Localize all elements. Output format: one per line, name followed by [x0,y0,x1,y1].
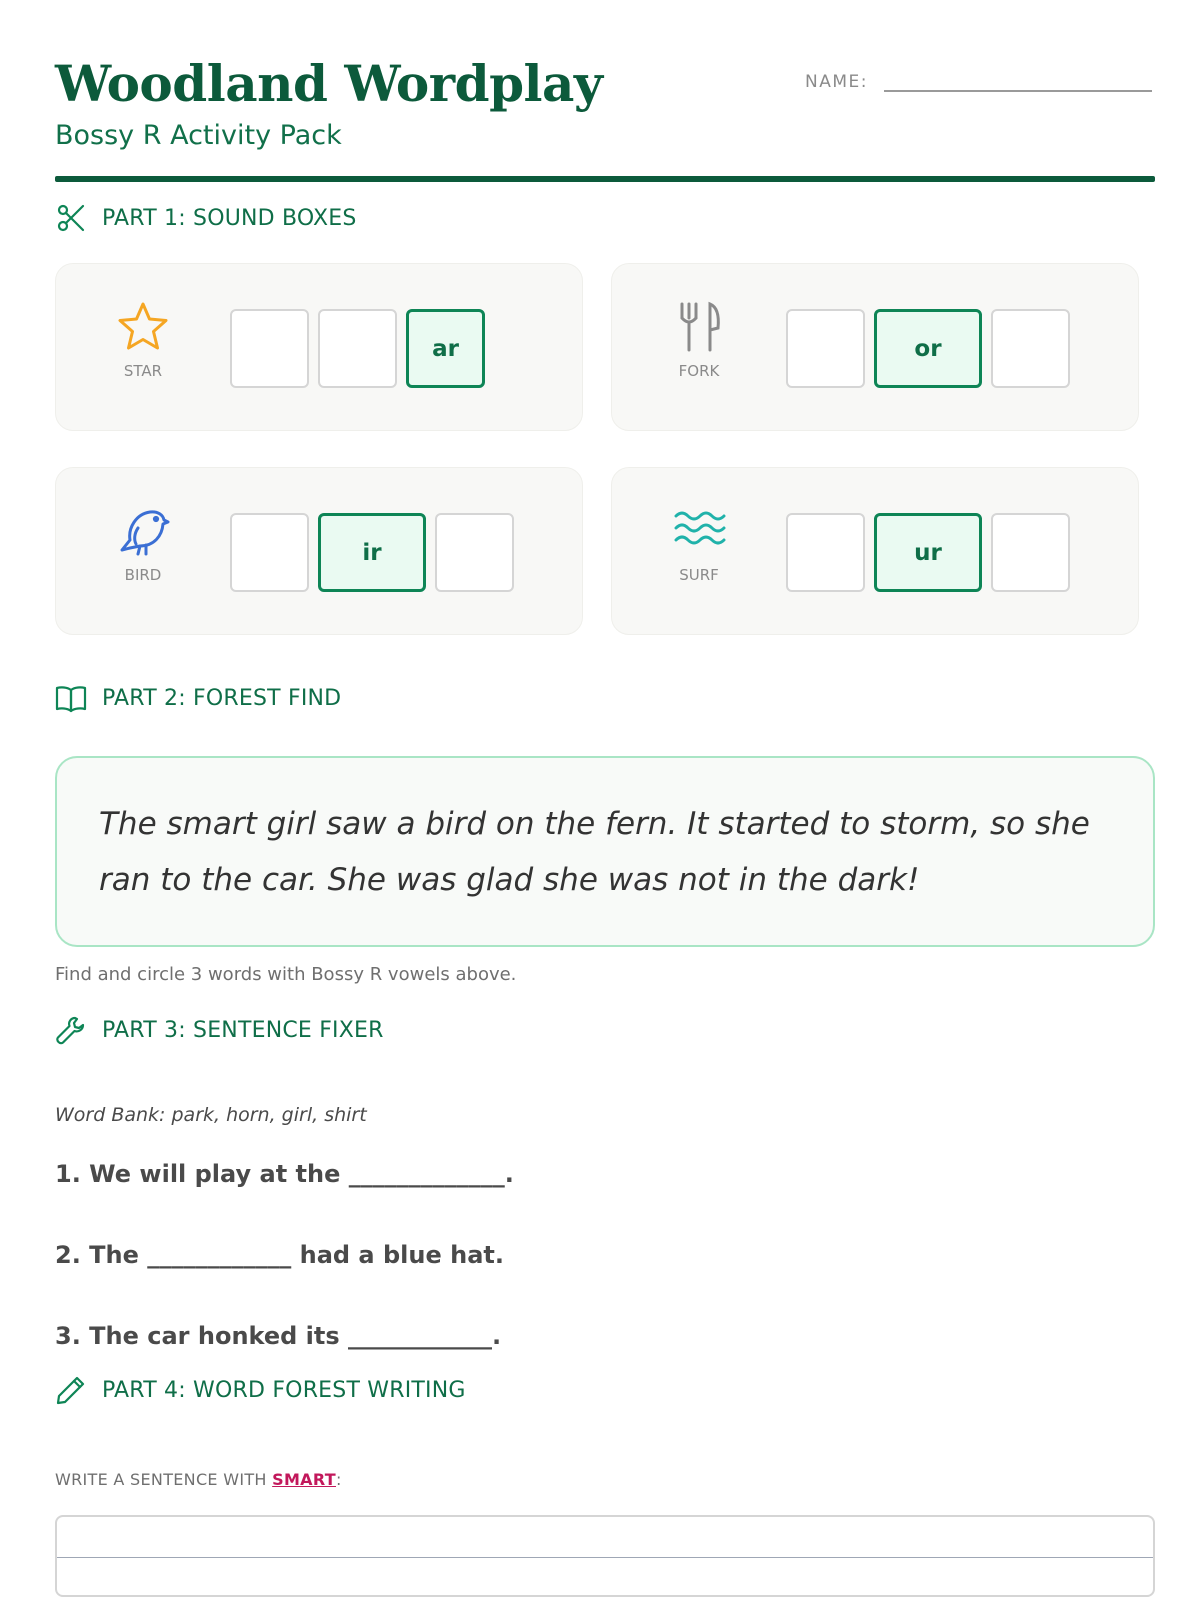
waves-icon [672,504,726,558]
sentence-item[interactable]: 3. The car honked its ____________. [55,1322,502,1350]
name-field-group [805,62,1152,92]
sound-card-star [55,263,583,431]
sound-box[interactable] [991,513,1070,592]
reading-passage-box [55,756,1155,947]
sound-box-filled: ir [318,513,426,592]
worksheet-subtitle: Bossy R Activity Pack [55,120,342,151]
picture-label: BIRD [124,566,162,584]
word-bank: Word Bank: park, horn, girl, shirt [55,1104,367,1126]
sound-boxes [230,513,523,592]
prompt-text: WRITE A SENTENCE WITH [55,1470,273,1489]
sound-box[interactable] [786,513,865,592]
sound-card-surf [611,467,1139,635]
picture-star [98,300,188,380]
sound-boxes [786,513,1079,592]
prompt-colon: : [335,1470,342,1489]
sound-box[interactable] [230,309,309,388]
name-label: NAME: [805,72,868,92]
part3-heading [55,1010,384,1050]
worksheet-title: Woodland Wordplay [55,54,603,113]
part2-title: PART 2: FOREST FIND [102,685,342,711]
sound-box[interactable] [786,309,865,388]
part1-title: PART 1: SOUND BOXES [102,205,357,231]
part4-heading [55,1370,466,1410]
sound-box[interactable] [230,513,309,592]
sound-boxes [230,309,494,388]
prompt-keyword: SMART [272,1470,336,1489]
header-divider [55,176,1155,182]
sound-boxes [786,309,1079,388]
part3-title: PART 3: SENTENCE FIXER [102,1017,384,1043]
picture-label: STAR [123,362,163,380]
sound-box[interactable] [991,309,1070,388]
sound-box-filled: or [874,309,982,388]
sound-box[interactable] [435,513,514,592]
picture-label: SURF [679,566,719,584]
worksheet-header [55,52,1155,182]
fork-icon [672,300,726,354]
part1-heading [55,198,357,238]
part2-heading [55,678,341,718]
wrench-icon [55,1014,87,1046]
picture-surf [654,504,744,584]
sound-box-filled: ar [406,309,485,388]
pencil-icon [55,1374,87,1406]
sentence-item[interactable]: 2. The ____________ had a blue hat. [55,1241,504,1269]
passage-instruction: Find and circle 3 words with Bossy R vowels above. [55,964,517,985]
picture-label: FORK [678,362,720,380]
reading-passage: The smart girl saw a bird on the fern. It started to storm, so she ran to the car. She was glad she was not in the dark! [99,806,1090,898]
sound-box[interactable] [318,309,397,388]
writing-guide-line [57,1557,1153,1558]
name-input-line[interactable] [884,62,1152,92]
writing-prompt [55,1470,342,1489]
picture-fork [654,300,744,380]
writing-area[interactable] [55,1515,1155,1597]
picture-bird [98,504,188,584]
star-icon [116,300,170,354]
sound-card-bird [55,467,583,635]
scissors-icon [55,202,87,234]
sound-box-filled: ur [874,513,982,592]
book-icon [55,682,87,714]
part4-title: PART 4: WORD FOREST WRITING [102,1377,466,1403]
sound-card-fork [611,263,1139,431]
sentence-item[interactable]: 1. We will play at the _____________. [55,1160,514,1188]
bird-icon [116,504,170,558]
